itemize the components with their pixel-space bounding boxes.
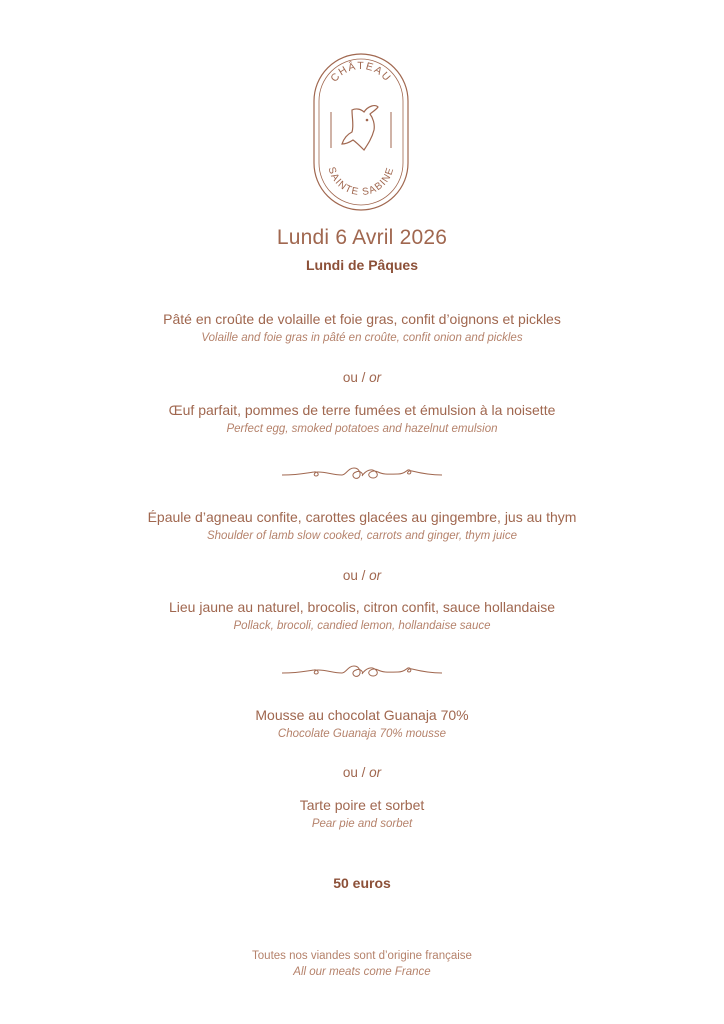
footer-note-fr: Toutes nos viandes sont d’origine française — [252, 950, 472, 962]
dish-title-fr: Mousse au chocolat Guanaja 70% — [255, 707, 469, 723]
or-separator-en: or — [369, 765, 382, 780]
dish-title-en: Perfect egg, smoked potatoes and hazelnut emulsion — [226, 423, 498, 435]
dish-title-fr: Lieu jaune au naturel, brocolis, citron confit, sauce hollandaise — [168, 599, 556, 615]
dish-title-fr: Épaule d’agneau confite, carottes glacées au gingembre, jus au thym — [147, 509, 577, 525]
menu-occasion: Lundi de Pâques — [305, 257, 418, 273]
ornament-divider-icon — [280, 662, 444, 682]
or-separator-en: or — [369, 370, 382, 385]
dish-title-en: Pollack, brocoli, candied lemon, hollandaise sauce — [233, 620, 491, 632]
or-separator — [0, 370, 724, 385]
logo-top-text: CHÂTEAU — [328, 59, 394, 85]
dish-title-en: Shoulder of lamb slow cooked, carrots and ginger, thym juice — [206, 530, 518, 542]
dish-title-en: Pear pie and sorbet — [311, 818, 413, 830]
or-separator-fr: ou / — [342, 765, 366, 780]
svg-text:SAINTE SABINE — [325, 166, 396, 198]
dish-title-en: Chocolate Guanaja 70% mousse — [277, 728, 447, 740]
dish-title-fr: Pâté en croûte de volaille et foie gras, confit d’oignons et pickles — [163, 311, 561, 327]
footer-note-en: All our meats come France — [293, 966, 431, 978]
or-separator — [0, 568, 724, 583]
dish-title-fr: Tarte poire et sorbet — [299, 797, 425, 813]
menu-price: 50 euros — [333, 875, 391, 891]
svg-text:CHÂTEAU — [328, 59, 393, 84]
dish-title-fr: Œuf parfait, pommes de terre fumées et émulsion à la noisette — [168, 402, 556, 418]
dish-title-en: Volaille and foie gras in pâté en croûte, confit onion and pickles — [201, 332, 523, 344]
chateau-logo-icon — [312, 52, 410, 212]
or-separator — [0, 765, 724, 780]
or-separator-fr: ou / — [342, 568, 366, 583]
or-separator-en: or — [369, 568, 382, 583]
logo-bottom-text: SAINTE SABINE — [325, 165, 397, 199]
ornament-divider-icon — [280, 464, 444, 484]
or-separator-fr: ou / — [342, 370, 366, 385]
menu-date: Lundi 6 Avril 2026 — [276, 226, 448, 249]
